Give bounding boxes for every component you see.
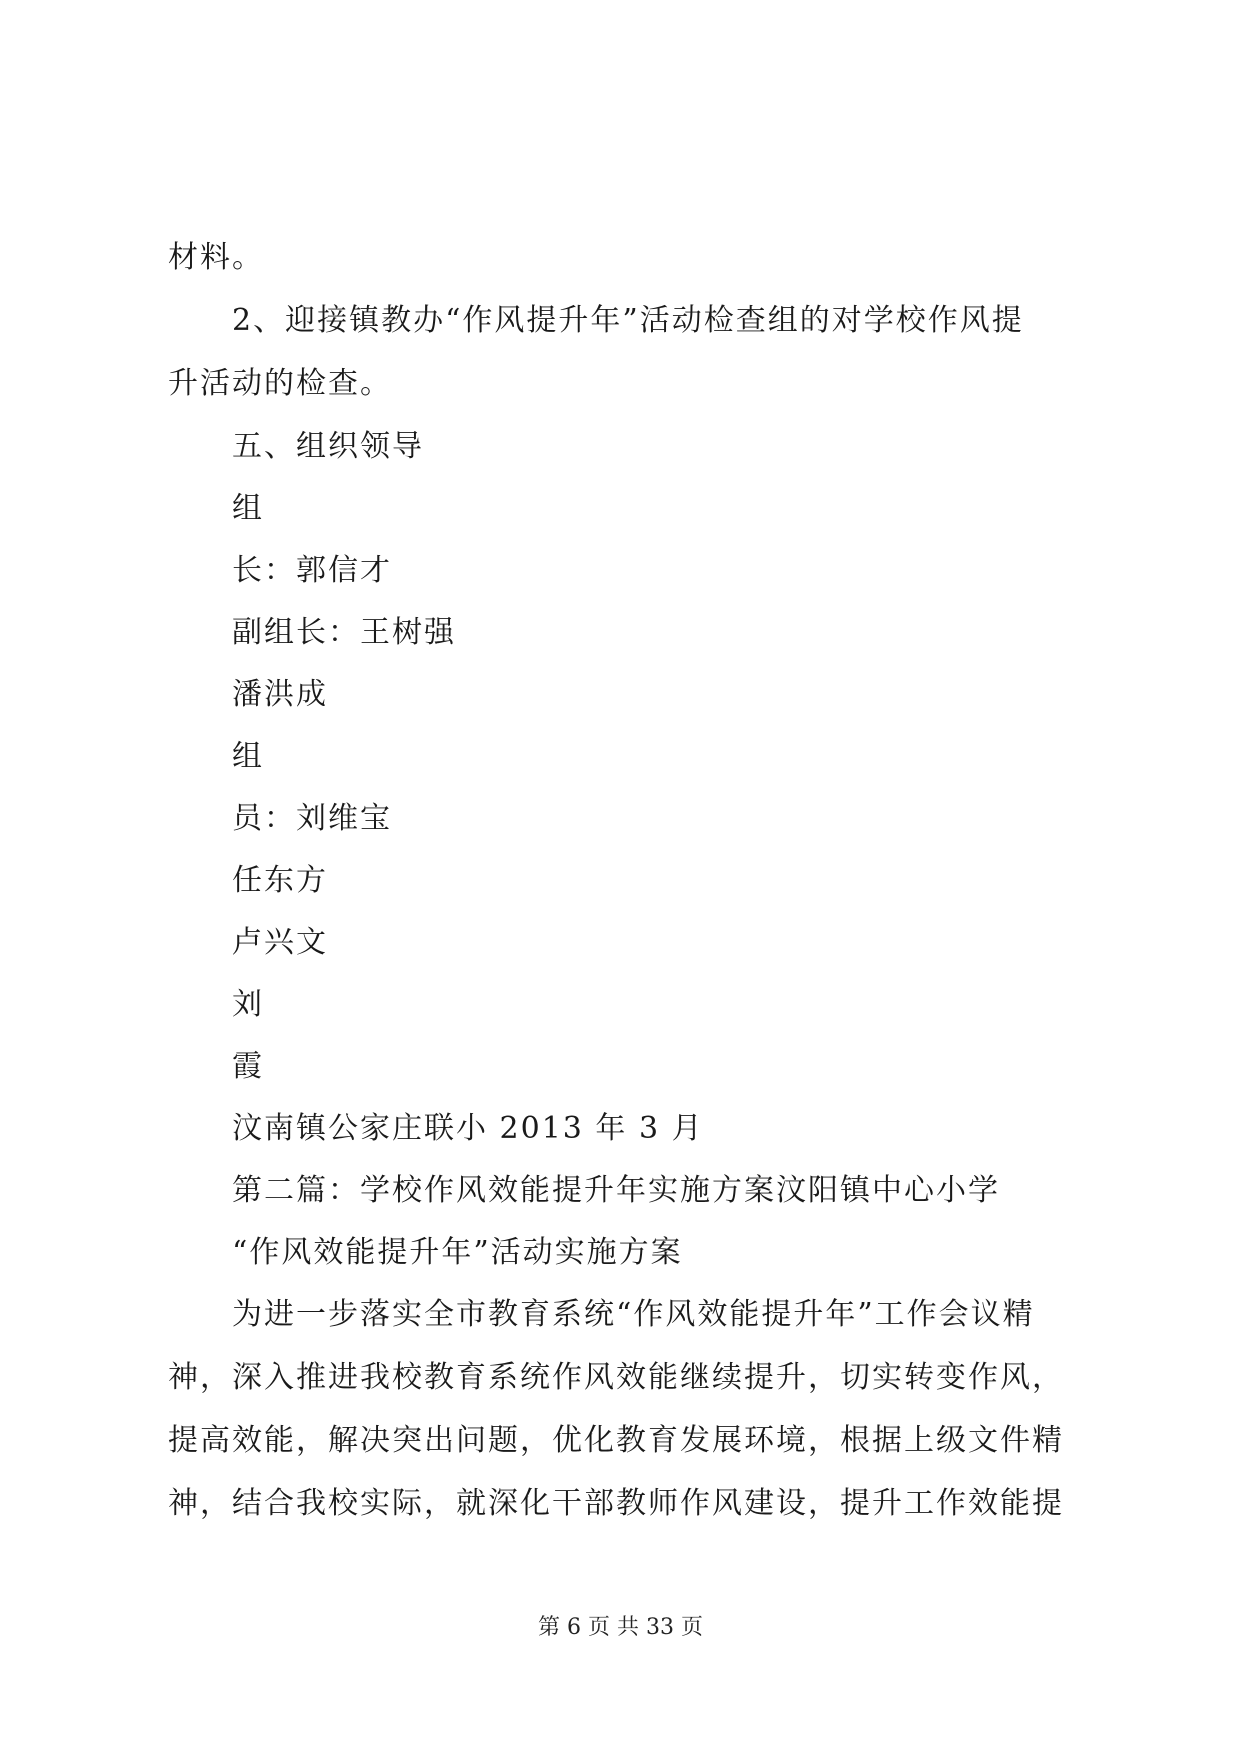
text-line: 神，结合我校实际，就深化干部教师作风建设，提升工作效能提 (168, 1486, 1064, 1521)
text-line: 材料。 (168, 240, 264, 275)
text-line: 组 (232, 739, 264, 774)
text-line: 刘 (232, 987, 264, 1022)
text-line: 任东方 (232, 863, 328, 898)
section-title: 第二篇：学校作风效能提升年实施方案汶阳镇中心小学 (232, 1173, 1000, 1208)
text-line: 长：郭信才 (232, 553, 392, 588)
text-line: 组 (232, 491, 264, 526)
text-line: 潘洪成 (232, 677, 328, 712)
text-line: 汶南镇公家庄联小 2013 年 3 月 (232, 1111, 704, 1146)
text-line: 提高效能，解决突出问题，优化教育发展环境，根据上级文件精 (168, 1423, 1064, 1458)
text-line: 神，深入推进我校教育系统作风效能继续提升，切实转变作风， (168, 1360, 1064, 1395)
section-subtitle: “作风效能提升年”活动实施方案 (232, 1235, 683, 1270)
section-heading: 五、组织领导 (232, 429, 424, 464)
text-line: 为进一步落实全市教育系统“作风效能提升年”工作会议精 (232, 1297, 1035, 1332)
text-line: 升活动的检查。 (168, 366, 392, 401)
text-line: 员：刘维宝 (232, 801, 392, 836)
text-line: 霞 (232, 1049, 264, 1084)
page-number-footer: 第 6 页 共 33 页 (538, 1615, 703, 1640)
text-line: 卢兴文 (232, 925, 328, 960)
text-line: 副组长：王树强 (232, 615, 456, 650)
text-line: 2、迎接镇教办“作风提升年”活动检查组的对学校作风提 (232, 303, 1024, 338)
